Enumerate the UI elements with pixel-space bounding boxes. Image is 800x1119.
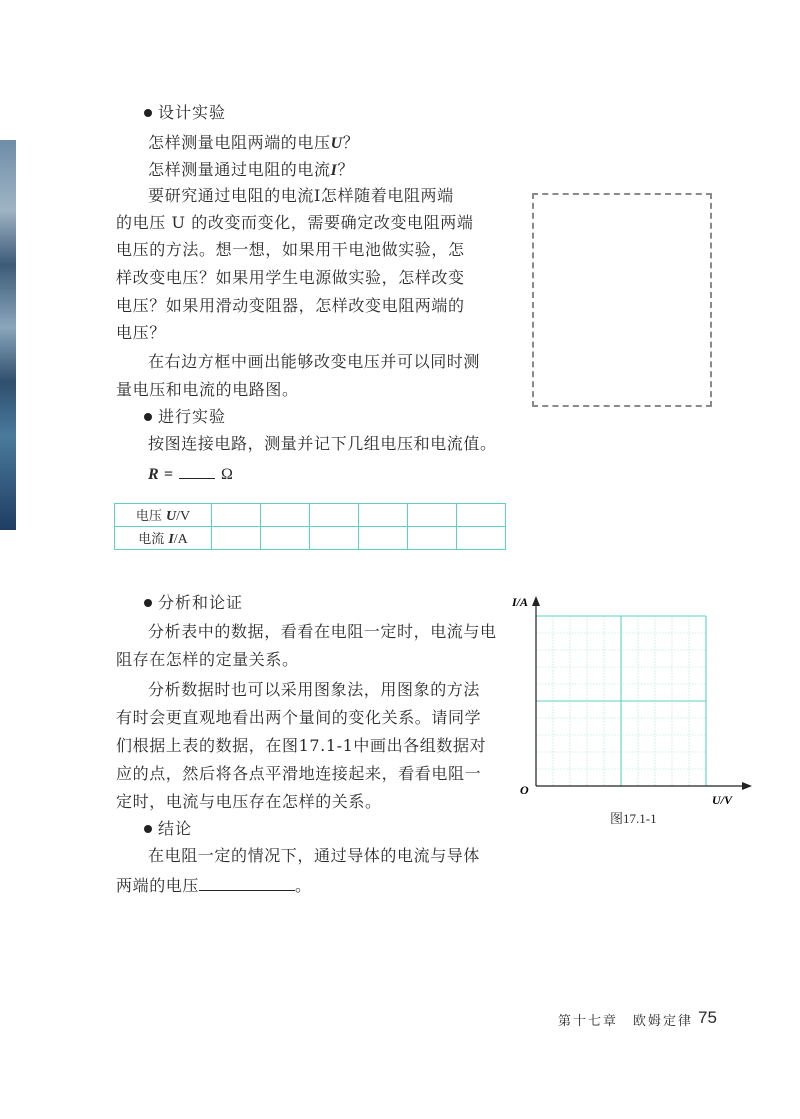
major-grid xyxy=(536,616,706,786)
para1-line-5: 电压？ xyxy=(116,323,166,342)
x-axis-label: U/V xyxy=(712,793,733,807)
conclusion-line-1: 在电阻一定的情况下，通过导体的电流与导体 xyxy=(148,846,481,865)
table-cell[interactable] xyxy=(310,504,359,527)
bullet-icon xyxy=(144,413,152,421)
analysis-p2-line-0: 分析数据时也可以采用图象法，用图象的方法 xyxy=(148,680,481,699)
y-axis-label: I/A xyxy=(512,595,529,609)
heading-conclusion: 结论 xyxy=(142,819,192,839)
table-cell[interactable] xyxy=(261,504,310,527)
measurement-table xyxy=(114,503,506,550)
conclusion-blank xyxy=(199,874,295,891)
table-cell[interactable] xyxy=(310,527,359,550)
para2-line-1: 量电压和电流的电路图。 xyxy=(116,380,299,399)
figure-caption: 图17.1-1 xyxy=(610,811,657,826)
para2-line-0: 在右边方框中画出能够改变电压并可以同时测 xyxy=(148,352,481,371)
table-cell[interactable] xyxy=(457,527,506,550)
circuit-drawing-box[interactable] xyxy=(532,193,712,407)
analysis-p2-line-2: 们根据上表的数据，在图17.1-1中画出各组数据对 xyxy=(116,736,487,755)
table-row xyxy=(115,504,506,527)
origin-label: O xyxy=(520,783,529,797)
bullet-icon xyxy=(144,825,152,833)
page-number: 75 xyxy=(698,1008,717,1027)
para1-line-2: 电压的方法。想一想，如果用干电池做实验，怎 xyxy=(116,240,465,259)
analysis-p2-line-1: 有时会更直观地看出两个量间的变化关系。请同学 xyxy=(116,708,482,727)
heading-analysis: 分析和论证 xyxy=(142,593,243,613)
question-current: 怎样测量通过电阻的电流I？ xyxy=(148,160,355,179)
bullet-icon xyxy=(144,599,152,607)
analysis-p1-line-0: 分析表中的数据，看看在电阻一定时，电流与电 xyxy=(148,622,497,641)
analysis-p2-line-3: 应的点，然后将各点平滑地连接起来，看看电阻一 xyxy=(116,764,482,783)
chapter-footer: 第十七章 欧姆定律 xyxy=(558,1014,694,1029)
bullet-icon xyxy=(144,109,152,117)
para1-line-0: 要研究通过电阻的电流I怎样随着电阻两端 xyxy=(148,186,454,205)
para1-line-1: 的电压 U 的改变而变化，需要确定改变电阻两端 xyxy=(116,213,474,232)
table-cell[interactable] xyxy=(457,504,506,527)
instruction-line: 按图连接电路，测量并记下几组电压和电流值。 xyxy=(148,434,497,453)
conclusion-line-2: 两端的电压 。 xyxy=(116,876,312,895)
para1-line-3: 样改变电压？如果用学生电源做实验，怎样改变 xyxy=(116,268,465,287)
heading-design-experiment: 设计实验 xyxy=(142,103,226,123)
table-cell[interactable] xyxy=(408,527,457,550)
x-axis-arrow-icon xyxy=(742,782,752,790)
y-axis-arrow-icon xyxy=(532,596,540,606)
resistance-line: R = Ω xyxy=(148,462,233,485)
table-cell[interactable] xyxy=(261,527,310,550)
question-voltage: 怎样测量电阻两端的电压U？ xyxy=(148,133,360,152)
table-cell[interactable] xyxy=(408,504,457,527)
analysis-p2-line-4: 定时，电流与电压存在怎样的关系。 xyxy=(116,792,382,811)
heading-do-experiment: 进行实验 xyxy=(142,407,226,427)
table-row xyxy=(115,527,506,550)
blank-graph-figure xyxy=(508,588,768,808)
table-cell[interactable] xyxy=(359,504,408,527)
table-cell[interactable] xyxy=(212,504,261,527)
edge-photo-strip xyxy=(0,140,16,530)
analysis-p1-line-1: 阻存在怎样的定量关系。 xyxy=(116,650,299,669)
para1-line-4: 电压？如果用滑动变阻器，怎样改变电阻两端的 xyxy=(116,296,465,315)
resistance-blank xyxy=(179,462,215,479)
table-cell[interactable] xyxy=(212,527,261,550)
row-header-voltage: 电压 U/V xyxy=(115,504,212,527)
row-header-current: 电流 I/A xyxy=(115,527,212,550)
table-cell[interactable] xyxy=(359,527,408,550)
